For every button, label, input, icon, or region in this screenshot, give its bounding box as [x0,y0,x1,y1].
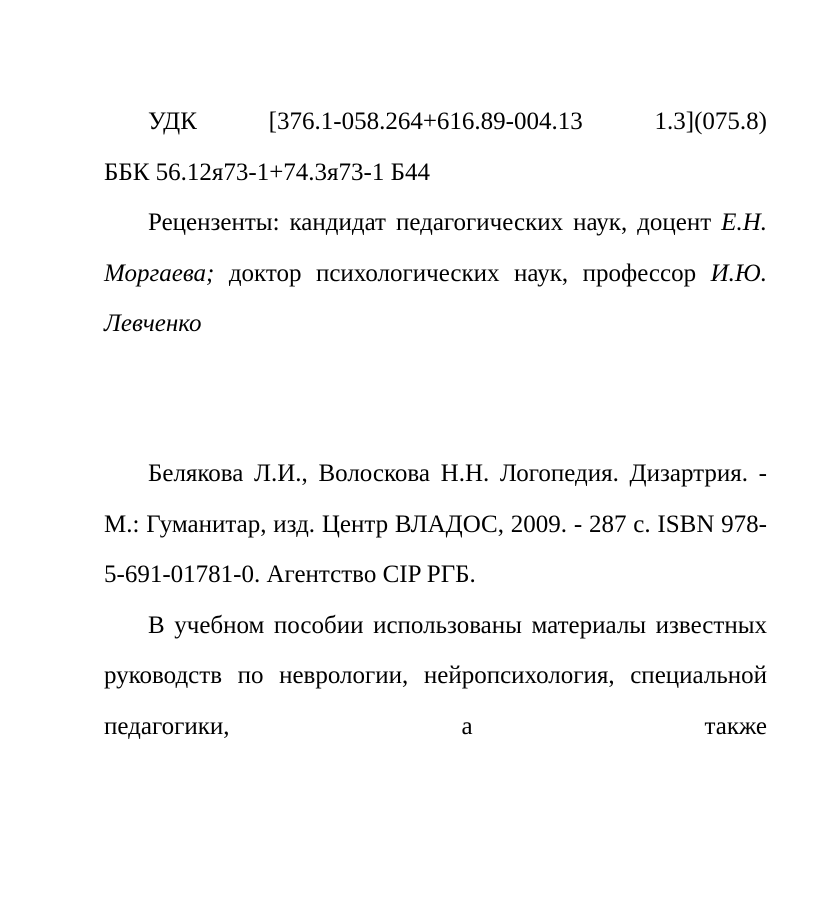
bbk-line: ББК 56.12я73-1+74.3я73-1 Б44 [104,158,430,186]
udk-label: УДК [148,108,197,135]
udk-code-b: 1.3](075.8) [654,108,767,135]
abstract-paragraph: В учебном пособии использованы материалы известных руководств по неврологии, нейропсихология, специальной педагогики, а также [104,611,767,740]
body-block [104,449,767,752]
header-block [104,97,767,350]
reviewers-paragraph [104,198,767,350]
udk-line [104,97,767,148]
reviewers-intro: Рецензенты: кандидат педагогических наук, доцент [148,209,722,236]
citation-paragraph: Белякова Л.И., Волоскова Н.Н. Логопедия. Дизартрия. - М.: Гуманитар, изд. Центр ВЛАДОС, 2009. - 287 с. ISBN 978-5-691-01781-0. Агентство CIP РГБ. [104,460,767,588]
reviewer-1-name: Е.Н. Моргаева; [104,209,767,287]
udk-code-a: [376.1-058.264+616.89-004.13 [268,108,583,135]
reviewers-middle: доктор психологических наук, профессор [214,259,711,287]
reviewer-2-name: И.Ю. Левченко [104,259,767,337]
